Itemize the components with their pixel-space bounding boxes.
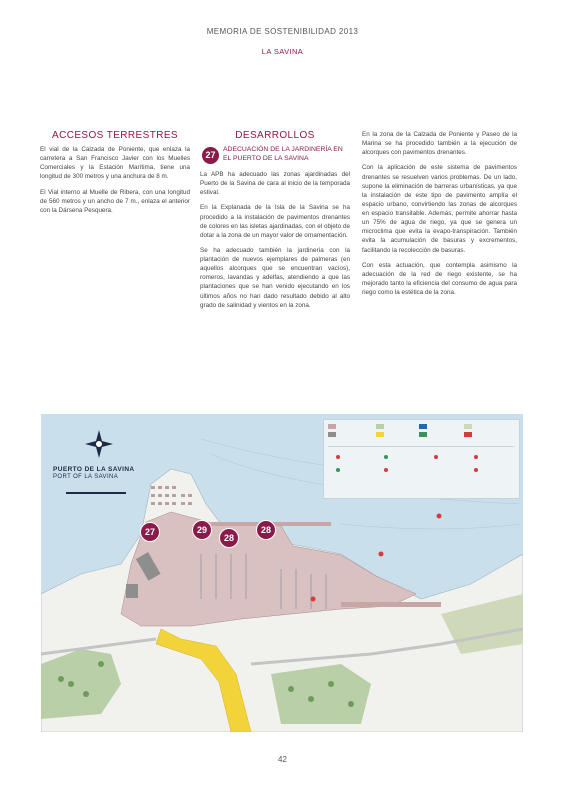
column-3-text [362,130,517,303]
desarrollos-paragraph-2: En la Explanada de la Isla de la Savina se ha procedido a la instalación de pavimentos drenantes de colores en las isletas ajardinadas, con el objeto de dotar a la zona de un mayor valor de ornamentación. [200,204,350,239]
col3-paragraph-2: Con la aplicación de este sistema de pavimentos drenantes se resuelven varios problemas. De un lado, supone la eliminación de barreras urbanísticas, ya que la instalación de este tipo de pavimento amplía el espacio urbano, convirtiendo las zonas de alcorques en espacio transitable. Además, permite ahorrar hasta un 75% de agua de riego, ya que se genera un microclima que evita la evapo-transpiración. También evita la acumulación de basuras y excrementos, facilitando la recolección de basuras. [362,164,517,254]
map-marker-29: 29 [192,520,212,540]
col3-paragraph-3: Con esta actuación, que contempla asimismo la adecuación de la red de riego existente, se ha mejorado tanto la eficiencia del consumo de agua para riego como la estética de la zona. [362,261,517,296]
desarrollos-paragraph-1: La APB ha adecuado las zonas ajardinadas del Puerto de la Savina de cara al inicio de la temporada estival. [200,171,350,197]
map-marker-28a: 28 [219,528,239,548]
desarrollos-text [200,170,350,316]
desarrollos-heading: DESARROLLOS [235,130,315,141]
accesos-text [40,145,190,221]
col3-paragraph-1: En la zona de la Calzada de Poniente y Paseo de la Marina se ha procedido también a la ejecución de alcorques con pavimentos drenantes. [362,131,517,157]
map-marker-28b: 28 [256,520,276,540]
page-number: 42 [278,755,287,764]
port-map [41,414,523,732]
desarrollos-paragraph-3: Se ha adecuado también la jardinería con la plantación de nuevos ejemplares de palmeras (en aquellos alcorques que se encuentran vacíos), romeros, lavandas y adelfas, atendiendo a que las plantaciones que se han venido ejecutando en los últimos años no han dado resultado debido al alto grado de salinidad y vientos en la zona. [200,246,350,309]
map-marker-27: 27 [140,522,160,542]
map-title: PUERTO DE LA SAVINA [53,466,135,473]
accesos-paragraph-2: El Vial interno al Muelle de Ribera, con una longitud de 560 metros y un ancho de 7 m., enlaza el anterior con la Dársena Pesquera. [40,188,190,214]
map-legend [323,419,520,499]
desarrollos-subtitle: ADECUACIÓN DE LA JARDINERÍA EN EL PUERTO DE LA SAVINA [223,146,343,163]
document-header-title: MEMORIA DE SOSTENIBILIDAD 2013 [206,27,359,36]
project-number-badge: 27 [202,147,219,164]
document-section-name: LA SAVINA [261,47,304,56]
accesos-heading: ACCESOS TERRESTRES [52,130,178,141]
accesos-paragraph-1: El vial de la Calzada de Poniente, que enlaza la carretera a San Francisco Javier con los Muelles Comerciales y la Estación Marítima, tiene una longitud de 300 metros y una anchura de 8 m. [40,146,190,181]
map-title-en: PORT OF LA SAVINA [53,474,119,480]
